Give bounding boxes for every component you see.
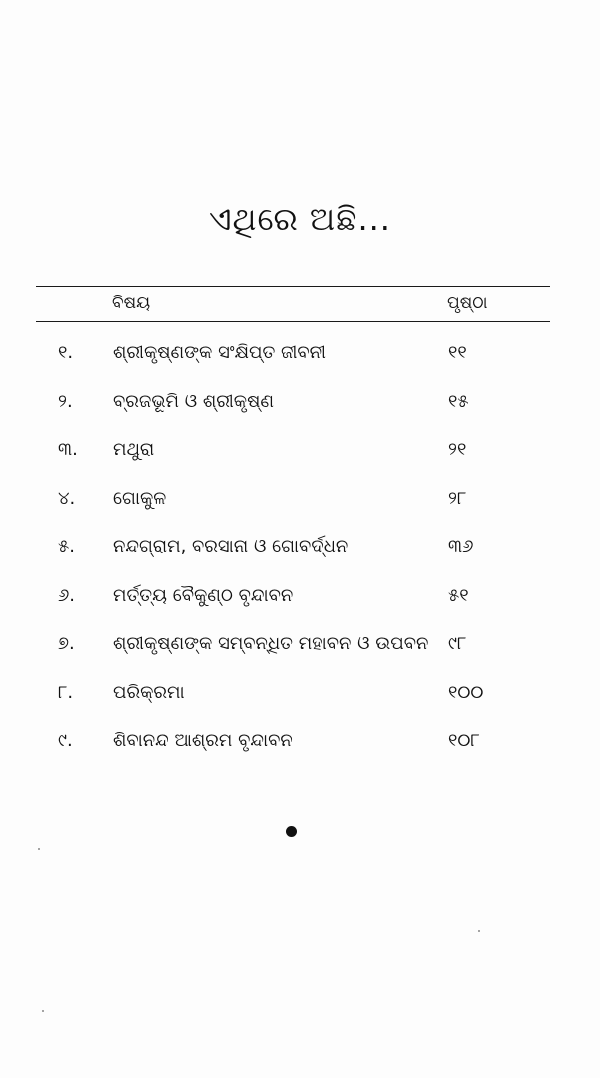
table-of-contents [0, 342, 600, 779]
column-header-page: ପୃଷ୍ଠା [447, 293, 488, 313]
column-header-subject: ବିଷୟ [112, 293, 151, 313]
entry-number: ୭. [58, 633, 75, 654]
entry-number: ୫. [58, 536, 75, 557]
entry-title: ଶ୍ରୀକୃଷ୍ଣଙ୍କ ସମ୍ବନ୍ଧିତ ମହାବନ ଓ ଉପବନ [113, 633, 429, 654]
entry-page: ୫୧ [448, 584, 469, 606]
page-title: ଏଥିରେ ଅଛି... [209, 200, 391, 238]
toc-entry [0, 342, 600, 391]
entry-page: ୧୧ [448, 342, 467, 363]
entry-page: ୯୮ [448, 633, 467, 654]
toc-entry [0, 536, 600, 585]
entry-number: ୮. [58, 681, 74, 703]
toc-entry [0, 488, 600, 537]
entry-title: ଶିବାନନ୍ଦ ଆଶ୍ରମ ବୃନ୍ଦାବନ [113, 730, 293, 751]
entry-page: ୨୧ [448, 439, 467, 460]
toc-entry [0, 391, 600, 440]
entry-number: ୪. [58, 487, 76, 509]
entry-number: ୯. [58, 730, 73, 751]
toc-entry [0, 682, 600, 731]
entry-title: ମର୍ତ୍ତ୍ୟ ବୈକୁଣ୍ଠ ବୃନ୍ଦାବନ [113, 584, 294, 606]
entry-number: ୩. [58, 439, 78, 460]
entry-number: ୧. [58, 342, 74, 363]
entry-title: ପରିକ୍ରମା [113, 681, 185, 703]
entry-title: ଶ୍ରୀକୃଷ୍ଣଙ୍କ ସଂକ୍ଷିପ୍ତ ଜୀବନୀ [113, 342, 326, 363]
toc-entry [0, 730, 600, 779]
header-rule-bottom [36, 321, 550, 322]
end-ornament-dot [286, 826, 297, 837]
paper-speck [42, 1010, 44, 1012]
toc-entry [0, 439, 600, 488]
entry-page: ୩୬ [448, 536, 474, 557]
entry-page: ୨୮ [448, 487, 467, 509]
entry-number: ୨. [58, 390, 73, 412]
entry-title: ନନ୍ଦଗ୍ରାମ, ବରସାନା ଓ ଗୋବର୍ଦ୍ଧନ [113, 536, 349, 557]
entry-title: ବ୍ରଜଭୂମି ଓ ଶ୍ରୀକୃଷ୍ଣ [113, 390, 274, 412]
toc-entry [0, 633, 600, 682]
toc-entry [0, 585, 600, 634]
entry-title: ମଥୁରା [113, 439, 155, 460]
entry-page: ୧୦୮ [448, 730, 480, 751]
entry-title: ଗୋକୁଳ [113, 487, 167, 509]
entry-number: ୬. [58, 584, 76, 606]
paper-speck [38, 848, 40, 850]
entry-page: ୧୫ [448, 390, 469, 412]
entry-page: ୧୦୦ [448, 681, 484, 703]
header-rule-top [36, 286, 550, 287]
paper-speck [478, 930, 480, 932]
